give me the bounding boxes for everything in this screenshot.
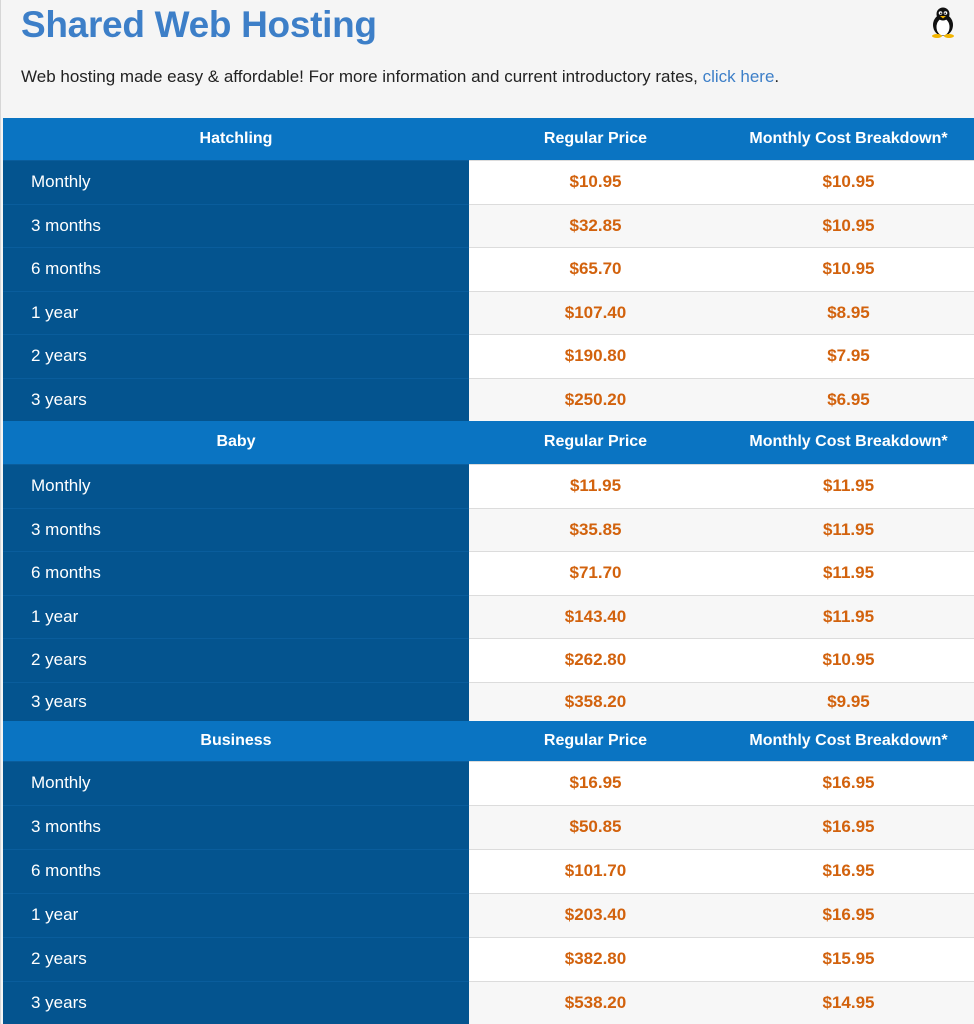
table-row: [3, 160, 974, 204]
regular-price-cell: $32.85: [469, 204, 722, 247]
monthly-cost-cell: $10.95: [722, 638, 974, 682]
period-cell: 3 months: [3, 204, 469, 247]
intro-text-body: Web hosting made easy & affordable! For more information and current introductory rates,: [21, 67, 703, 86]
period-cell: 1 year: [3, 893, 469, 937]
regular-price-cell: $250.20: [469, 378, 722, 421]
plan-name-header: Baby: [3, 421, 469, 464]
monthly-cost-cell: $11.95: [722, 464, 974, 508]
click-here-link[interactable]: click here: [702, 67, 775, 86]
monthly-cost-header: Monthly Cost Breakdown*: [722, 721, 974, 761]
table-row: [3, 508, 974, 551]
table-row: [3, 464, 974, 508]
period-cell: 3 years: [3, 682, 469, 721]
period-cell: Monthly: [3, 160, 469, 204]
period-cell: 1 year: [3, 291, 469, 334]
page-header: [1, 0, 974, 118]
regular-price-cell: $71.70: [469, 551, 722, 595]
monthly-cost-cell: $10.95: [722, 247, 974, 291]
period-cell: 2 years: [3, 937, 469, 981]
regular-price-cell: $262.80: [469, 638, 722, 682]
table-row: [3, 682, 974, 721]
table-row: [3, 937, 974, 981]
period-cell: 6 months: [3, 247, 469, 291]
monthly-cost-cell: $9.95: [722, 682, 974, 721]
monthly-cost-cell: $10.95: [722, 160, 974, 204]
table-row: [3, 291, 974, 334]
period-cell: 3 years: [3, 981, 469, 1024]
pricing-table: [3, 118, 974, 1024]
table-row: [3, 204, 974, 247]
plan-name-header: Business: [3, 721, 469, 761]
monthly-cost-cell: $16.95: [722, 805, 974, 849]
period-cell: 2 years: [3, 638, 469, 682]
regular-price-cell: $203.40: [469, 893, 722, 937]
period-cell: 6 months: [3, 849, 469, 893]
monthly-cost-cell: $10.95: [722, 204, 974, 247]
table-row: [3, 805, 974, 849]
regular-price-cell: $358.20: [469, 682, 722, 721]
regular-price-cell: $190.80: [469, 334, 722, 378]
monthly-cost-cell: $8.95: [722, 291, 974, 334]
monthly-cost-cell: $11.95: [722, 595, 974, 638]
period-cell: 3 years: [3, 378, 469, 421]
regular-price-header: Regular Price: [469, 118, 722, 160]
table-row: [3, 893, 974, 937]
plan-name-header: Hatchling: [3, 118, 469, 160]
plan-header-row: [3, 118, 974, 160]
monthly-cost-cell: $16.95: [722, 761, 974, 805]
table-row: [3, 981, 974, 1024]
table-row: [3, 551, 974, 595]
monthly-cost-cell: $14.95: [722, 981, 974, 1024]
regular-price-cell: $143.40: [469, 595, 722, 638]
plan-header-row: [3, 421, 974, 464]
intro-text: [21, 67, 779, 87]
regular-price-cell: $16.95: [469, 761, 722, 805]
period-cell: 3 months: [3, 805, 469, 849]
monthly-cost-header: Monthly Cost Breakdown*: [722, 421, 974, 464]
regular-price-cell: $10.95: [469, 160, 722, 204]
period-cell: Monthly: [3, 761, 469, 805]
table-row: [3, 595, 974, 638]
regular-price-cell: $35.85: [469, 508, 722, 551]
monthly-cost-cell: $16.95: [722, 849, 974, 893]
table-row: [3, 638, 974, 682]
period-cell: 6 months: [3, 551, 469, 595]
monthly-cost-cell: $6.95: [722, 378, 974, 421]
table-row: [3, 334, 974, 378]
regular-price-cell: $107.40: [469, 291, 722, 334]
regular-price-cell: $11.95: [469, 464, 722, 508]
regular-price-cell: $538.20: [469, 981, 722, 1024]
intro-text-end: .: [774, 67, 780, 86]
table-row: [3, 378, 974, 421]
period-cell: 1 year: [3, 595, 469, 638]
monthly-cost-cell: $15.95: [722, 937, 974, 981]
monthly-cost-cell: $16.95: [722, 893, 974, 937]
table-row: [3, 761, 974, 805]
monthly-cost-cell: $11.95: [722, 551, 974, 595]
regular-price-cell: $50.85: [469, 805, 722, 849]
period-cell: 3 months: [3, 508, 469, 551]
regular-price-header: Regular Price: [469, 721, 722, 761]
period-cell: Monthly: [3, 464, 469, 508]
regular-price-cell: $382.80: [469, 937, 722, 981]
table-row: [3, 247, 974, 291]
regular-price-header: Regular Price: [469, 421, 722, 464]
monthly-cost-cell: $11.95: [722, 508, 974, 551]
tux-penguin-icon: [930, 6, 956, 38]
period-cell: 2 years: [3, 334, 469, 378]
monthly-cost-header: Monthly Cost Breakdown*: [722, 118, 974, 160]
regular-price-cell: $65.70: [469, 247, 722, 291]
plan-header-row: [3, 721, 974, 761]
monthly-cost-cell: $7.95: [722, 334, 974, 378]
regular-price-cell: $101.70: [469, 849, 722, 893]
table-row: [3, 849, 974, 893]
page-title: Shared Web Hosting: [21, 4, 377, 45]
